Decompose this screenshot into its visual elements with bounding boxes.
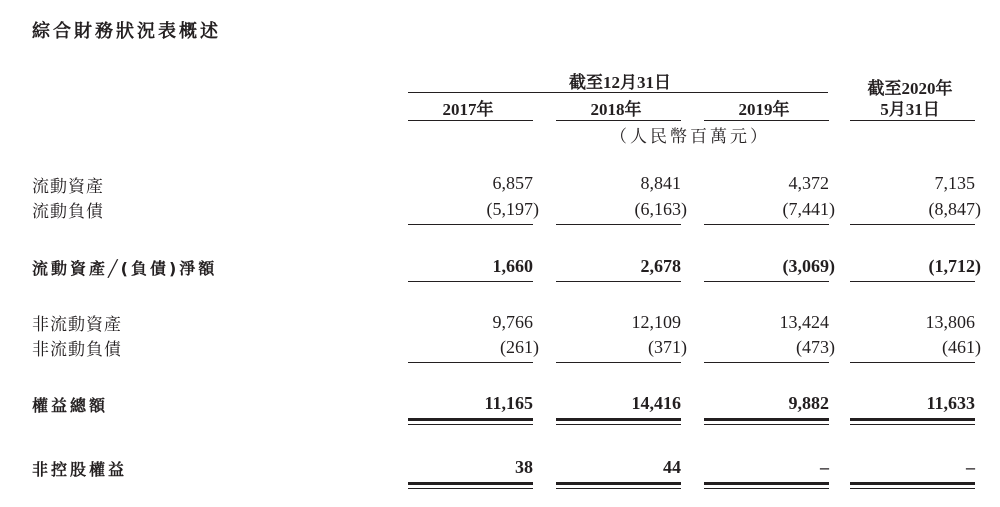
row-label-noncontrolling-interests: 非控股權益: [32, 460, 128, 479]
unit-caption: （人民幣百萬元）: [610, 127, 770, 146]
subtotal-rule: [556, 224, 681, 225]
total-rule: [850, 488, 975, 489]
table-cell: 8,841: [640, 173, 681, 193]
subtotal-rule: [704, 224, 829, 225]
column-rule: [704, 120, 829, 121]
table-cell: 7,135: [934, 173, 975, 193]
period-header-interim-line2: 5月31日: [880, 100, 940, 119]
total-rule: [556, 488, 681, 489]
table-cell: (6,163): [634, 199, 687, 219]
table-cell: 38: [515, 457, 533, 477]
period-header-year-end: 截至12月31日: [569, 73, 671, 92]
total-rule: [850, 424, 975, 425]
year-header-2018: 2018年: [590, 100, 642, 119]
table-cell: (1,712): [928, 256, 981, 276]
table-cell: 44: [663, 457, 681, 477]
subtotal-rule: [408, 224, 533, 225]
page-title: 綜合財務狀況表概述: [32, 21, 221, 42]
total-rule: [556, 482, 681, 485]
row-label-total-equity: 權益總額: [32, 396, 109, 415]
subtotal-rule: [850, 224, 975, 225]
row-label-current-liabilities: 流動負債: [32, 202, 104, 222]
table-cell: –: [820, 457, 829, 477]
subtotal-rule: [408, 362, 533, 363]
table-cell: 9,882: [788, 393, 829, 413]
table-cell: 9,766: [492, 312, 533, 332]
column-rule: [850, 120, 975, 121]
subtotal-rule: [850, 362, 975, 363]
total-rule: [850, 418, 975, 421]
table-cell: (473): [796, 337, 835, 357]
table-cell: 14,416: [631, 393, 681, 413]
total-rule: [408, 424, 533, 425]
year-header-2019: 2019年: [738, 100, 790, 119]
table-cell: 11,633: [926, 393, 975, 413]
table-cell: (5,197): [486, 199, 539, 219]
table-cell: 6,857: [492, 173, 533, 193]
subtotal-rule: [556, 362, 681, 363]
year-header-2017: 2017年: [442, 100, 494, 119]
subtotal-rule: [704, 362, 829, 363]
total-rule: [850, 482, 975, 485]
row-label-noncurrent-assets: 非流動資產: [32, 315, 122, 335]
total-rule: [408, 418, 533, 421]
table-cell: 11,165: [484, 393, 533, 413]
table-cell: (461): [942, 337, 981, 357]
total-rule: [704, 482, 829, 485]
subtotal-rule: [704, 281, 829, 282]
subtotal-rule: [850, 281, 975, 282]
row-label-noncurrent-liabilities: 非流動負債: [32, 340, 122, 360]
subtotal-rule: [408, 281, 533, 282]
table-cell: (371): [648, 337, 687, 357]
table-cell: (8,847): [928, 199, 981, 219]
total-rule: [408, 482, 533, 485]
column-rule: [556, 120, 681, 121]
table-cell: 12,109: [631, 312, 681, 332]
total-rule: [556, 424, 681, 425]
row-label-current-assets: 流動資產: [32, 177, 104, 197]
table-cell: (261): [500, 337, 539, 357]
table-cell: 1,660: [492, 256, 533, 276]
table-cell: –: [966, 457, 975, 477]
total-rule: [704, 488, 829, 489]
table-cell: 2,678: [640, 256, 681, 276]
total-rule: [704, 418, 829, 421]
table-cell: 4,372: [788, 173, 829, 193]
total-rule: [704, 424, 829, 425]
subtotal-rule: [556, 281, 681, 282]
column-rule: [408, 120, 533, 121]
total-rule: [408, 488, 533, 489]
total-rule: [556, 418, 681, 421]
period-header-underline: [408, 92, 828, 93]
period-header-interim-line1: 截至2020年: [867, 79, 953, 98]
table-cell: 13,806: [925, 312, 975, 332]
row-label-net-current: 流動資產╱(負債)淨額: [32, 259, 218, 278]
table-cell: 13,424: [779, 312, 829, 332]
table-cell: (7,441): [782, 199, 835, 219]
table-cell: (3,069): [782, 256, 835, 276]
